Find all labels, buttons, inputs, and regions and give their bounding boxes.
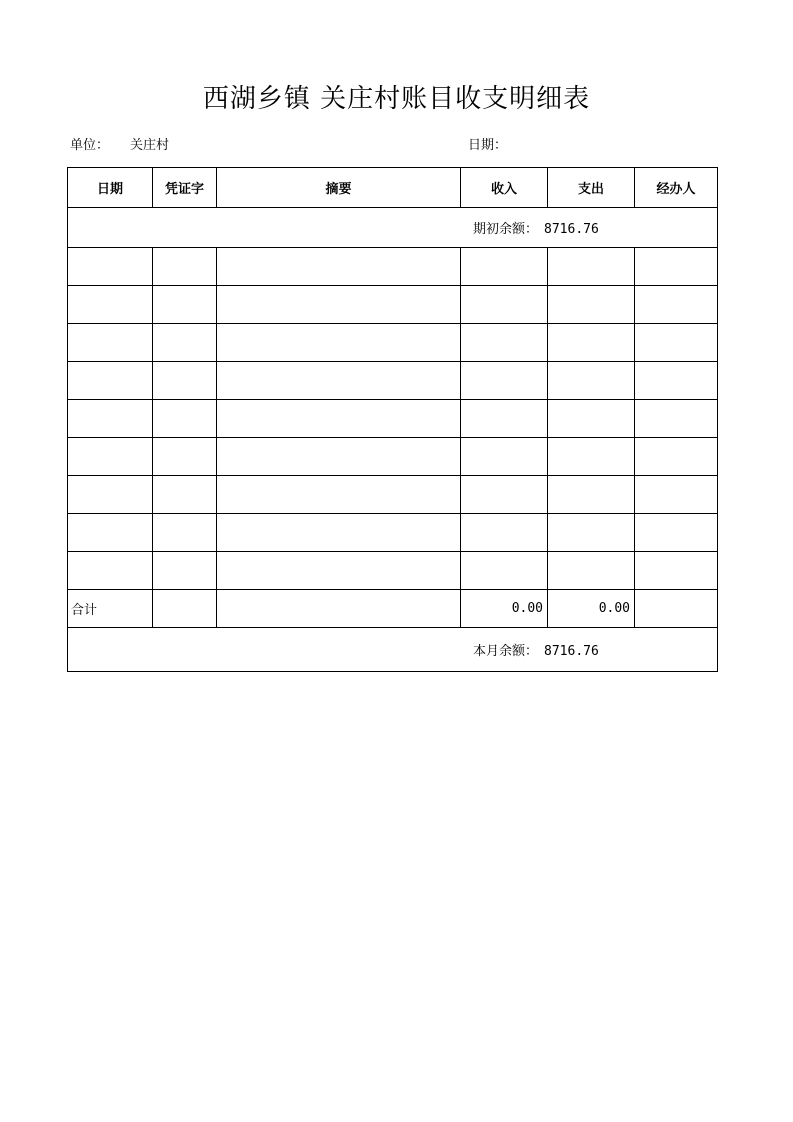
total-expense: 0.00 [548,590,635,628]
cell[interactable] [461,324,548,362]
ledger-table [67,167,718,672]
closing-balance-cell [68,628,718,672]
cell[interactable] [635,400,718,438]
header-date: 日期 [68,168,153,208]
cell[interactable] [217,590,461,628]
cell[interactable] [461,438,548,476]
cell[interactable] [548,438,635,476]
table-row [68,248,718,286]
cell[interactable] [153,476,217,514]
cell[interactable] [153,438,217,476]
table-row [68,324,718,362]
cell[interactable] [461,476,548,514]
cell[interactable] [548,476,635,514]
closing-balance-label: 本月余额： [473,644,539,659]
cell[interactable] [635,324,718,362]
cell[interactable] [217,286,461,324]
header-summary: 摘要 [217,168,461,208]
cell[interactable] [635,248,718,286]
cell[interactable] [635,514,718,552]
cell[interactable] [153,324,217,362]
header-expense: 支出 [548,168,635,208]
opening-balance-label: 期初余额： [473,222,539,237]
cell[interactable] [153,400,217,438]
cell[interactable] [217,248,461,286]
table-row [68,438,718,476]
table-row [68,514,718,552]
cell[interactable] [68,476,153,514]
cell[interactable] [68,324,153,362]
unit-value: 关庄村 [130,138,170,153]
cell[interactable] [68,552,153,590]
cell[interactable] [635,362,718,400]
cell[interactable] [548,552,635,590]
cell[interactable] [635,476,718,514]
cell[interactable] [461,400,548,438]
header-row [68,168,718,208]
cell[interactable] [217,476,461,514]
cell[interactable] [68,400,153,438]
table-row [68,476,718,514]
cell[interactable] [635,438,718,476]
closing-balance-row [68,628,718,672]
cell[interactable] [68,514,153,552]
closing-balance-value: 8716.76 [544,644,599,659]
cell[interactable] [217,324,461,362]
cell[interactable] [217,438,461,476]
cell[interactable] [153,248,217,286]
cell[interactable] [548,324,635,362]
total-label: 合计 [68,590,153,628]
cell[interactable] [461,362,548,400]
total-income: 0.00 [461,590,548,628]
opening-balance-cell [68,208,718,248]
cell[interactable] [153,552,217,590]
cell[interactable] [461,248,548,286]
cell[interactable] [68,438,153,476]
cell[interactable] [548,362,635,400]
cell[interactable] [68,362,153,400]
header-handler: 经办人 [635,168,718,208]
opening-balance-row [68,208,718,248]
date-label: 日期： [468,138,508,153]
cell[interactable] [217,362,461,400]
cell[interactable] [68,248,153,286]
cell[interactable] [635,286,718,324]
cell[interactable] [461,552,548,590]
page-title: 西湖乡镇 关庄村账目收支明细表 [202,84,591,114]
cell[interactable] [217,400,461,438]
cell[interactable] [217,514,461,552]
header-income: 收入 [461,168,548,208]
cell[interactable] [153,286,217,324]
cell[interactable] [153,590,217,628]
cell[interactable] [461,286,548,324]
cell[interactable] [68,286,153,324]
cell[interactable] [548,514,635,552]
header-voucher: 凭证字 [153,168,217,208]
cell[interactable] [153,514,217,552]
opening-balance-value: 8716.76 [544,222,599,237]
cell[interactable] [548,400,635,438]
cell[interactable] [635,552,718,590]
table-row [68,362,718,400]
cell[interactable] [217,552,461,590]
cell[interactable] [548,286,635,324]
cell[interactable] [461,514,548,552]
table-row [68,400,718,438]
cell[interactable] [153,362,217,400]
cell[interactable] [635,590,718,628]
table-row [68,286,718,324]
unit-label: 单位： [70,138,110,153]
total-row [68,590,718,628]
table-row [68,552,718,590]
cell[interactable] [548,248,635,286]
